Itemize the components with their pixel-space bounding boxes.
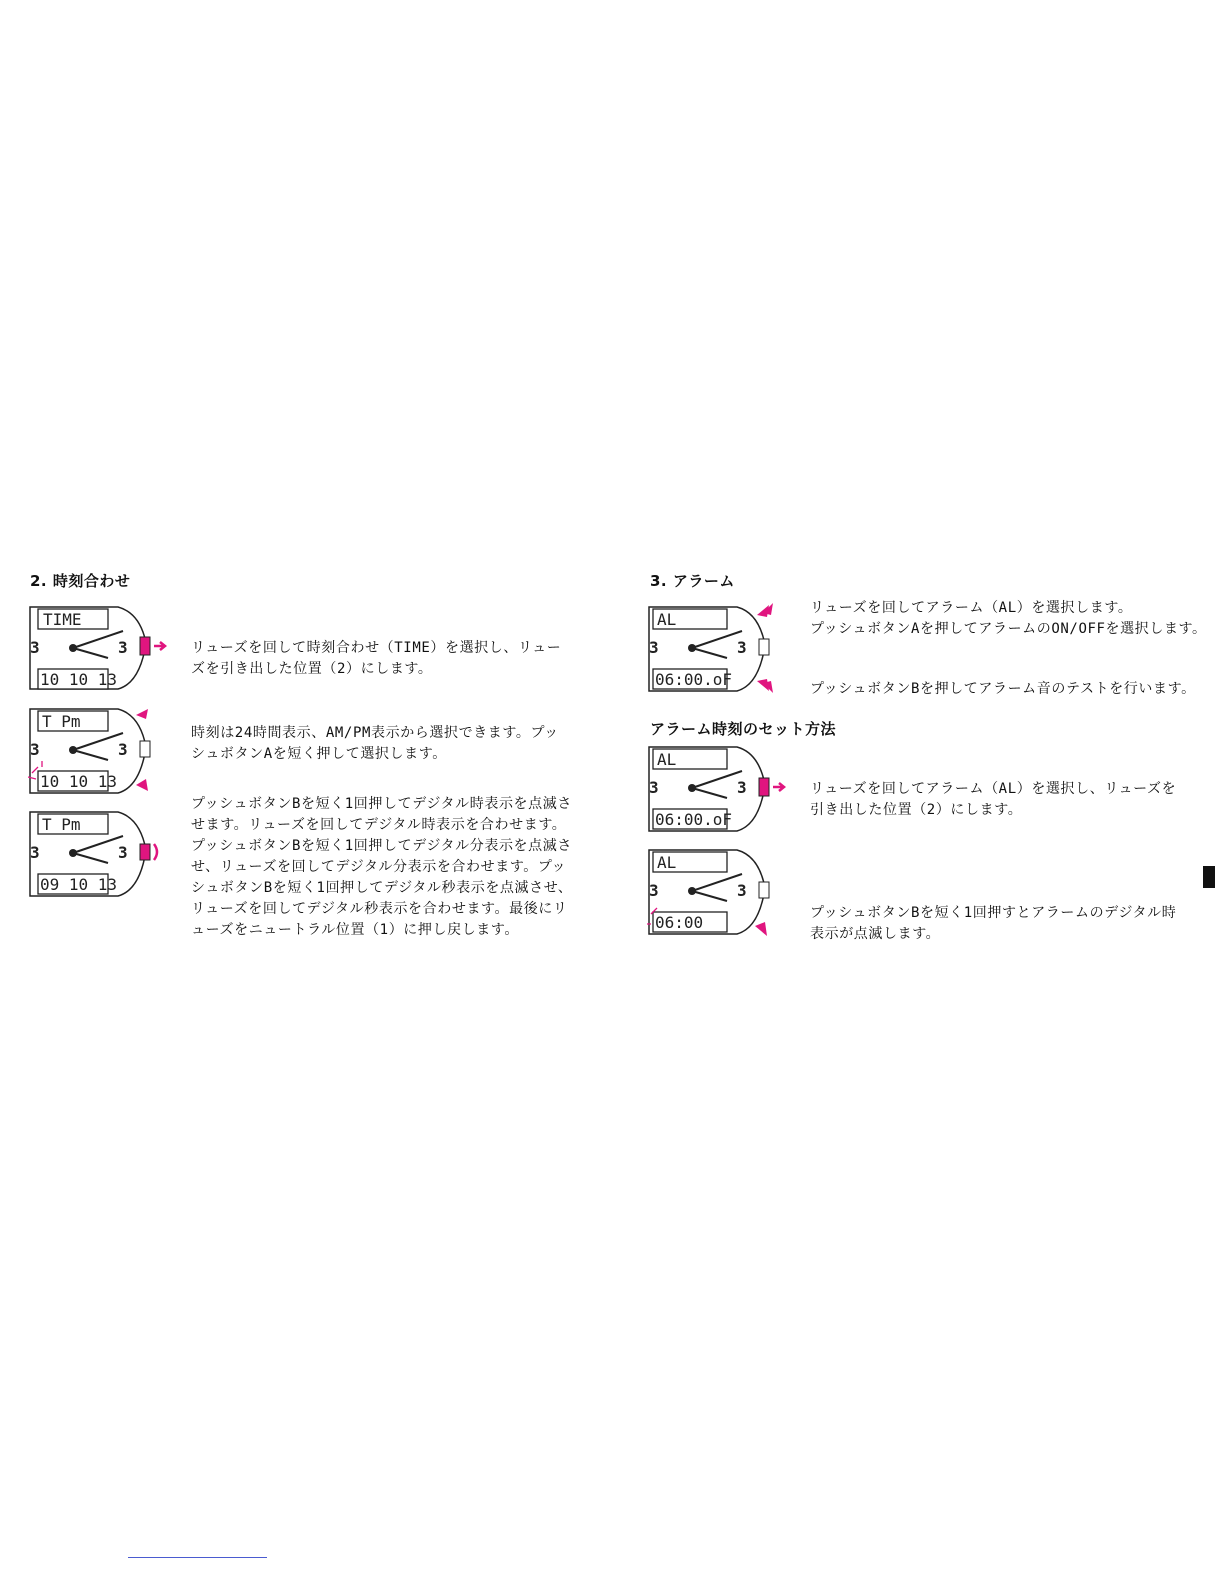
section-3-step-4-text: プッシュボタンBを短く1回押すとアラームのデジタル時 表示が点滅します。 [810,905,1177,942]
svg-text:3: 3 [118,843,128,862]
lcd-bottom-text: 06:00 [655,913,704,932]
watch-illustration-alarm-hour-blink [647,846,797,938]
lcd-top-text: T Pm [42,712,81,731]
lcd-top-text: T Pm [42,815,81,834]
section-3-heading: 3. アラーム [650,572,735,590]
svg-text:3: 3 [649,778,659,797]
watch-illustration-time-select [28,603,178,693]
svg-text:3: 3 [118,740,128,759]
lcd-bottom-text: 10 10 13 [40,772,118,791]
svg-text:3: 3 [30,638,40,657]
lcd-top-text: AL [657,610,677,629]
section-2-step-2-text: 時刻は24時間表示、AM/PM表示から選択できます。プッ シュボタンAを短く押して選択します。 [191,725,559,762]
svg-text:3: 3 [649,881,659,900]
watch-illustration-alarm-select [647,603,797,695]
svg-text:3: 3 [30,740,40,759]
svg-text:3: 3 [118,638,128,657]
watch-illustration-digital-time-set [28,808,178,900]
section-3-step-1-text: リューズを回してアラーム（AL）を選択します。 プッシュボタンAを押してアラームのON/OFFを選択します。 [810,600,1207,637]
lcd-bottom-text: 06:00.oF [655,670,733,689]
footer-link-underline[interactable] [128,1557,267,1559]
lcd-top-text: AL [657,750,677,769]
section-3-step-3-text: リューズを回してアラーム（AL）を選択し、リューズを 引き出した位置（2）にします。 [810,781,1177,818]
alarm-setting-subheading: アラーム時刻のセット方法 [650,720,837,738]
section-2-step-1-text: リューズを回して時刻合わせ（TIME）を選択し、リュー ズを引き出した位置（2）にします。 [191,640,562,677]
svg-text:3: 3 [737,638,747,657]
section-3-step-2-text: プッシュボタンBを押してアラーム音のテストを行います。 [810,681,1196,697]
lcd-bottom-text: 09 10 13 [40,875,118,894]
lcd-bottom-text: 10 10 13 [40,670,118,689]
watch-illustration-12-24-select [28,705,178,797]
lcd-top-text: TIME [43,610,82,629]
lcd-bottom-text: 06:00.oF [655,810,733,829]
svg-text:3: 3 [30,843,40,862]
section-2-heading: 2. 時刻合わせ [30,572,131,590]
svg-text:3: 3 [737,778,747,797]
watch-illustration-alarm-crown-pulled [647,743,797,835]
page-side-tab [1203,866,1215,888]
section-2-step-3-text: プッシュボタンBを短く1回押してデジタル時表示を点滅さ せます。リューズを回してデジタル時表示を合わせます。 プッシュボタンBを短く1回押してデジタル分表示を点滅さ せ、リューズを回してデジタル分表示を合わせます。プッ シュボタンBを短く1回押してデジタル秒表示を点滅させ、 リューズを回してデジタル秒表示を合わせます。最後にリ ューズをニュートラル位置（1）に押し戻します。 [191,796,573,938]
svg-text:3: 3 [649,638,659,657]
lcd-top-text: AL [657,853,677,872]
svg-text:3: 3 [737,881,747,900]
